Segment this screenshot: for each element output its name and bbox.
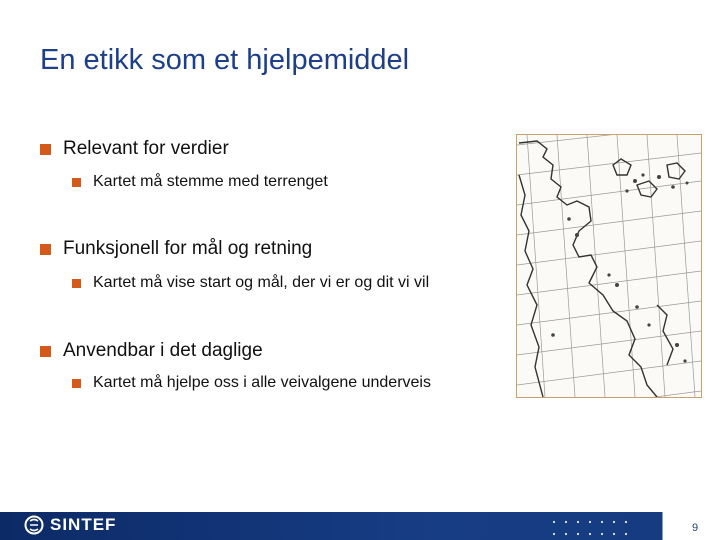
sub-bullet-2 [72,274,429,292]
bullet-3 [40,340,263,362]
logo-text: SINTEF [50,515,117,534]
map-illustration [517,135,701,397]
bullet-1-text: Relevant for verdier [63,138,229,159]
bullet-1 [40,138,229,160]
bullet-2-text: Funksjonell for mål og retning [63,238,313,259]
page-number: 9 [692,522,699,534]
bullet-2 [40,238,312,260]
sub-bullet-1 [72,173,328,191]
bullet-marker [40,346,51,357]
bullet-marker [40,244,51,255]
sub-bullet-1-text: Kartet må stemme med terrenget [93,173,328,190]
sub-bullet-marker [72,279,81,288]
sintef-logo-icon [24,515,44,535]
sub-bullet-3 [72,374,431,392]
map-image [516,134,702,398]
sintef-logo [24,515,116,535]
sub-bullet-3-text: Kartet må hjelpe oss i alle veivalgene underveis [93,374,431,391]
slide-title: En etikk som et hjelpemiddel [40,44,410,76]
sub-bullet-2-text: Kartet må vise start og mål, der vi er og dit vi vil [93,274,430,291]
footer-dot-pattern [548,516,628,538]
sub-bullet-marker [72,379,81,388]
bullet-marker [40,144,51,155]
bullet-3-text: Anvendbar i det daglige [63,340,263,361]
sub-bullet-marker [72,178,81,187]
